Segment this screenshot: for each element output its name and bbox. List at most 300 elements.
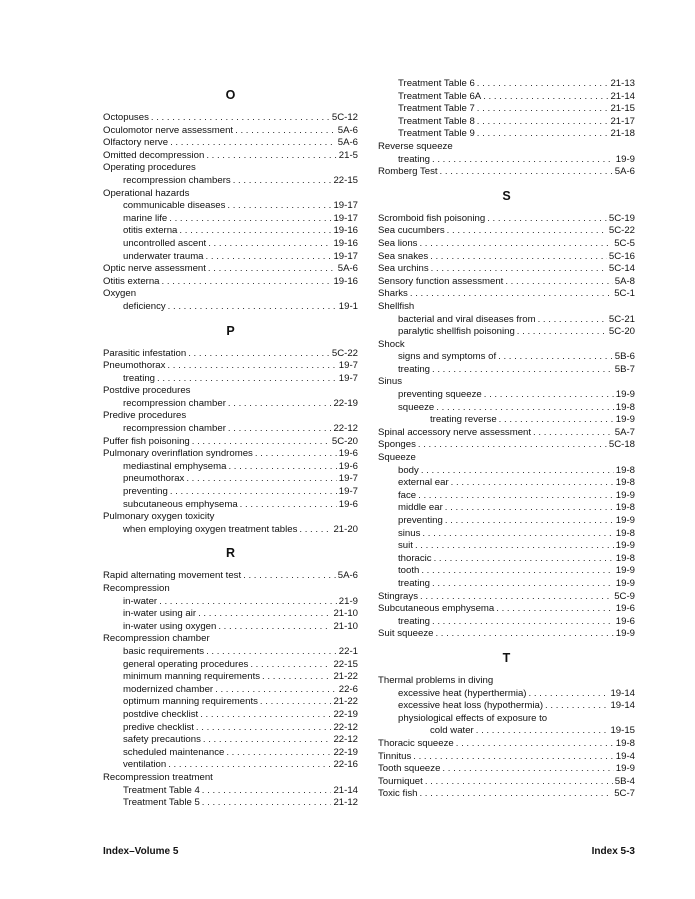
- dot-leader: [418, 490, 614, 503]
- index-entry-page: 5A-6: [337, 263, 358, 275]
- dot-leader: [432, 364, 613, 377]
- section-letter-heading: R: [225, 546, 236, 561]
- index-entry: [378, 116, 635, 129]
- index-entry-page: 5B-4: [614, 775, 635, 787]
- dot-leader: [430, 251, 607, 264]
- dot-leader: [260, 696, 332, 709]
- index-entry-label: ventilation: [123, 759, 167, 771]
- index-entry: [378, 402, 635, 415]
- index-entry: [103, 436, 358, 449]
- index-entry: [103, 747, 358, 760]
- dot-leader: [168, 759, 331, 772]
- index-entry: [103, 797, 358, 810]
- dot-leader: [299, 524, 331, 537]
- index-entry-page: 19-8: [615, 464, 635, 476]
- index-entry: [378, 788, 635, 801]
- index-entry: [378, 238, 635, 251]
- dot-leader: [517, 326, 607, 339]
- index-entry-label: minimum manning requirements: [123, 671, 261, 683]
- index-entry-page: 5A-8: [614, 275, 635, 287]
- index-entry: [103, 137, 358, 150]
- dot-leader: [228, 398, 332, 411]
- index-entry-page: 19-9: [615, 515, 635, 526]
- index-entry-label: Rapid alternating movement test: [103, 570, 242, 582]
- dot-leader: [440, 166, 613, 179]
- index-entry-page: 21-22: [333, 671, 358, 683]
- index-entry-label: Subcutaneous emphysema: [378, 603, 495, 615]
- index-entry-label: Oculomotor nerve assessment: [103, 124, 234, 136]
- index-entry-page: 5C-20: [608, 326, 635, 338]
- index-entry-label: Recompression: [103, 583, 170, 594]
- index-entry-label: Sponges: [378, 439, 416, 451]
- index-entry-page: 5C-5: [614, 237, 635, 249]
- index-entry-label: preventing: [123, 486, 168, 498]
- index-entry-page: 21-22: [333, 696, 358, 708]
- dot-leader: [418, 439, 607, 452]
- dot-leader: [255, 448, 337, 461]
- index-entry-label: preventing: [398, 515, 443, 526]
- dot-leader: [215, 684, 337, 697]
- index-entry-label: Oxygen: [103, 288, 137, 300]
- index-entry: [103, 473, 358, 486]
- index-entry: [103, 772, 358, 785]
- index-entry-page: 5C-22: [608, 225, 635, 237]
- index-entry: [378, 490, 635, 503]
- section-letter-heading: P: [226, 323, 235, 338]
- index-entry-page: 19-6: [615, 603, 635, 615]
- section-letter-heading: O: [225, 88, 236, 102]
- index-entry-page: 19-7: [338, 486, 358, 498]
- dot-leader: [243, 570, 336, 583]
- index-entry-label: Thermal problems in diving: [378, 674, 494, 686]
- index-entry: [103, 125, 358, 138]
- index-entry: [378, 763, 635, 776]
- index-entry-label: preventing squeeze: [398, 389, 482, 401]
- index-entry: [103, 583, 358, 596]
- index-entry: [378, 439, 635, 452]
- dot-leader: [445, 515, 614, 528]
- dot-leader: [545, 700, 608, 713]
- index-entry-page: 5C-9: [614, 590, 635, 602]
- dot-leader: [179, 225, 331, 238]
- index-entry-page: 21-17: [610, 115, 635, 127]
- dot-leader: [162, 276, 332, 289]
- dot-leader: [505, 276, 612, 289]
- index-entry-page: 22-16: [333, 759, 358, 771]
- dot-leader: [218, 621, 331, 634]
- index-entry-label: Sensory function assessment: [378, 275, 504, 287]
- index-entry-label: Olfactory nerve: [103, 137, 169, 149]
- dot-leader: [476, 725, 609, 738]
- index-entry: [103, 348, 358, 361]
- index-entry-label: Postdive procedures: [103, 385, 191, 397]
- index-entry-page: 19-6: [338, 460, 358, 472]
- dot-leader: [198, 608, 331, 621]
- index-entry: [378, 78, 635, 91]
- index-entry-label: Omitted decompression: [103, 149, 205, 161]
- dot-leader: [432, 578, 614, 591]
- index-entry-label: Treatment Table 9: [398, 128, 475, 140]
- index-entry-page: 21-12: [333, 797, 358, 809]
- index-entry-page: 19-17: [333, 212, 358, 224]
- index-entry: [378, 263, 635, 276]
- index-entry: [378, 414, 635, 427]
- index-entry-label: bacterial and viral diseases from: [398, 313, 536, 325]
- index-entry: [103, 112, 358, 125]
- dot-leader: [432, 616, 614, 629]
- dot-leader: [447, 225, 607, 238]
- index-entry: [378, 91, 635, 104]
- index-entry-page: 5C-22: [331, 347, 358, 359]
- index-entry-page: 19-9: [615, 565, 635, 577]
- dot-leader: [434, 553, 614, 566]
- index-entry: [378, 528, 635, 541]
- dot-leader: [445, 502, 614, 515]
- index-entry-page: 19-6: [615, 615, 635, 627]
- index-entry-label: tooth: [398, 565, 420, 577]
- index-entry-label: Thoracic squeeze: [378, 737, 454, 749]
- index-entry-page: 19-14: [610, 700, 635, 712]
- index-entry: [378, 376, 635, 389]
- dot-leader: [227, 200, 331, 213]
- index-entry-page: 19-8: [615, 527, 635, 539]
- index-entry-label: postdive checklist: [123, 708, 199, 720]
- index-entry-page: 19-9: [615, 628, 635, 640]
- dot-leader: [202, 797, 332, 810]
- index-entry-label: treating: [123, 372, 155, 384]
- index-entry: [103, 448, 358, 461]
- index-entry: [103, 398, 358, 411]
- index-entry-label: underwater trauma: [123, 250, 204, 262]
- index-entry-label: Shock: [378, 338, 405, 350]
- index-entry-label: physiological effects of exposure to: [398, 712, 548, 724]
- dot-leader: [157, 373, 337, 386]
- index-entry-label: Treatment Table 5: [123, 797, 200, 809]
- index-entry-page: 21-20: [333, 523, 358, 535]
- index-entry: [103, 225, 358, 238]
- index-entry-page: 5C-16: [608, 250, 635, 262]
- index-entry-label: Pulmonary overinflation syndromes: [103, 448, 253, 460]
- index-entry-page: 19-9: [615, 414, 635, 426]
- index-entry: [103, 596, 358, 609]
- dot-leader: [420, 591, 612, 604]
- index-entry: [103, 175, 358, 188]
- index-entry-page: 21-14: [333, 784, 358, 796]
- index-entry-label: Sharks: [378, 288, 408, 300]
- index-entry: [103, 570, 358, 583]
- index-entry-page: 19-17: [333, 200, 358, 212]
- index-entry-page: 19-4: [615, 750, 635, 762]
- index-entry: [103, 621, 358, 634]
- index-entry-label: squeeze: [398, 401, 435, 413]
- dot-leader: [496, 603, 614, 616]
- index-entry: [103, 684, 358, 697]
- dot-leader: [421, 465, 614, 478]
- index-entry: [378, 776, 635, 789]
- dot-leader: [422, 528, 613, 541]
- index-entry-label: paralytic shellfish poisoning: [398, 326, 515, 338]
- index-entry-page: 19-16: [333, 225, 358, 237]
- dot-leader: [436, 402, 614, 415]
- index-entry-page: 19-9: [615, 153, 635, 165]
- index-entry-page: 19-8: [615, 552, 635, 564]
- dot-leader: [262, 671, 331, 684]
- index-entry-label: Treatment Table 4: [123, 784, 200, 796]
- index-entry-page: 22-19: [333, 708, 358, 720]
- index-entry: [103, 288, 358, 301]
- index-entry-page: 22-1: [338, 645, 358, 657]
- index-entry-page: 21-10: [333, 608, 358, 620]
- dot-leader: [484, 389, 614, 402]
- dot-leader: [456, 738, 614, 751]
- dot-leader: [529, 688, 609, 701]
- index-entry-page: 19-9: [615, 540, 635, 552]
- index-entry-label: Treatment Table 6A: [398, 90, 482, 102]
- index-entry-page: 5C-20: [331, 435, 358, 447]
- dot-leader: [477, 78, 609, 91]
- index-entry: [103, 608, 358, 621]
- index-entry-label: treating: [398, 363, 430, 375]
- index-entry: [103, 646, 358, 659]
- index-entry: [103, 263, 358, 276]
- index-entry: [378, 465, 635, 478]
- index-entry-label: pneumothorax: [123, 473, 185, 485]
- index-entry: [103, 659, 358, 672]
- index-entry: [378, 351, 635, 364]
- index-entry-label: Tinnitus: [378, 750, 412, 762]
- index-entry-page: 22-19: [333, 746, 358, 758]
- index-entry-page: 5C-18: [608, 439, 635, 451]
- index-entry-label: Sea lions: [378, 237, 418, 249]
- dot-leader: [169, 213, 331, 226]
- dot-leader: [188, 348, 330, 361]
- dot-leader: [167, 360, 336, 373]
- index-entry: [378, 339, 635, 352]
- index-entry: [103, 499, 358, 512]
- index-entry: [103, 360, 358, 373]
- dot-leader: [432, 154, 614, 167]
- index-entry-label: Predive procedures: [103, 410, 187, 422]
- dot-leader: [477, 128, 609, 141]
- index-entry-label: uncontrolled ascent: [123, 237, 207, 249]
- index-entry-label: sinus: [398, 527, 421, 539]
- index-entry-label: Puffer fish poisoning: [103, 435, 190, 447]
- dot-leader: [415, 540, 614, 553]
- index-entry-label: Recompression treatment: [103, 771, 213, 783]
- index-entry: [378, 515, 635, 528]
- index-entry-page: 19-6: [338, 498, 358, 510]
- index-entry: [378, 540, 635, 553]
- index-entry-page: 5B-6: [614, 351, 635, 363]
- index-entry: [378, 578, 635, 591]
- index-entry-page: 19-16: [333, 237, 358, 249]
- index-entry-page: 19-14: [610, 687, 635, 699]
- index-entry-label: Squeeze: [378, 452, 416, 464]
- index-entry: [378, 738, 635, 751]
- dot-leader: [410, 288, 612, 301]
- index-entry: [378, 326, 635, 339]
- dot-leader: [533, 427, 613, 440]
- dot-leader: [200, 709, 331, 722]
- dot-leader: [228, 461, 336, 474]
- index-entry-label: recompression chambers: [123, 174, 231, 186]
- index-entry-label: thoracic: [398, 552, 432, 564]
- dot-leader: [425, 776, 613, 789]
- dot-leader: [208, 263, 336, 276]
- index-entry-label: Pneumothorax: [103, 360, 166, 372]
- index-entry: [378, 166, 635, 179]
- index-entry: [103, 709, 358, 722]
- index-entry-page: 19-9: [615, 489, 635, 501]
- index-entry-page: 21-15: [610, 103, 635, 115]
- index-entry: [103, 301, 358, 314]
- index-entry: [378, 713, 635, 726]
- index-entry-label: Operational hazards: [103, 187, 190, 199]
- index-entry: [378, 389, 635, 402]
- dot-leader: [168, 301, 337, 314]
- index-entry-label: treating: [398, 577, 430, 589]
- section-letter-heading: T: [502, 650, 511, 665]
- index-entry-label: external ear: [398, 477, 449, 489]
- dot-leader: [202, 785, 332, 798]
- index-entry-label: signs and symptoms of: [398, 351, 497, 363]
- index-entry: [103, 200, 358, 213]
- index-entry-label: general operating procedures: [123, 658, 249, 670]
- index-entry: [103, 696, 358, 709]
- index-entry: [378, 591, 635, 604]
- index-entry-label: Reverse squeeze: [378, 140, 453, 152]
- index-entry-page: 19-7: [338, 372, 358, 384]
- index-entry-label: marine life: [123, 212, 168, 224]
- index-entry-page: 21-13: [610, 78, 635, 89]
- index-entry-label: Parasitic infestation: [103, 347, 187, 359]
- index-entry-page: 22-12: [333, 423, 358, 435]
- index-entry-label: optimum manning requirements: [123, 696, 258, 708]
- index-entry-page: 5C-1: [614, 288, 635, 300]
- index-entry-label: when employing oxygen treatment tables: [123, 523, 298, 535]
- index-entry-page: 5A-6: [337, 137, 358, 149]
- index-entry-label: Suit squeeze: [378, 628, 434, 640]
- index-entry-page: 19-17: [333, 250, 358, 262]
- index-entry: [378, 154, 635, 167]
- index-entry: [378, 477, 635, 490]
- index-entry: [378, 251, 635, 264]
- index-entry-label: Operating procedures: [103, 162, 196, 174]
- index-entry-label: Spinal accessory nerve assessment: [378, 426, 532, 438]
- dot-leader: [451, 477, 614, 490]
- dot-leader: [250, 659, 331, 672]
- index-entry-page: 22-6: [338, 683, 358, 695]
- index-entry: [103, 188, 358, 201]
- index-entry-page: 5A-6: [614, 166, 635, 178]
- index-entry-page: 19-9: [615, 577, 635, 589]
- footer-volume-label: Index–Volume 5: [103, 846, 179, 857]
- index-entry: [103, 410, 358, 423]
- dot-leader: [442, 763, 613, 776]
- index-entry-page: 22-19: [333, 397, 358, 409]
- footer-page-number: Index 5-3: [591, 846, 635, 857]
- index-entry: [103, 734, 358, 747]
- index-entry-page: 22-12: [333, 721, 358, 733]
- index-entry: [103, 486, 358, 499]
- index-entry: [378, 616, 635, 629]
- index-entry-label: Sea urchins: [378, 263, 429, 275]
- dot-leader: [538, 314, 607, 327]
- index-entry-page: 19-7: [338, 360, 358, 372]
- dot-leader: [226, 747, 331, 760]
- index-entry-page: 5C-12: [331, 112, 358, 123]
- index-entry: [103, 633, 358, 646]
- index-entry: [103, 671, 358, 684]
- index-entry-label: Optic nerve assessment: [103, 263, 206, 275]
- dot-leader: [498, 351, 613, 364]
- index-entry: [103, 276, 358, 289]
- index-entry-label: Sea snakes: [378, 250, 429, 262]
- index-entry-label: modernized chamber: [123, 683, 214, 695]
- index-column-left: [103, 78, 358, 810]
- dot-leader: [208, 238, 331, 251]
- index-entry-label: in-water using oxygen: [123, 620, 217, 632]
- section-letter-heading: S: [502, 188, 511, 203]
- index-entry-label: cold water: [430, 725, 474, 737]
- index-entry-label: in-water using air: [123, 608, 197, 620]
- dot-leader: [240, 499, 337, 512]
- index-entry-label: predive checklist: [123, 721, 194, 733]
- index-entry-label: body: [398, 464, 419, 476]
- index-entry: [103, 423, 358, 436]
- index-entry: [378, 553, 635, 566]
- index-column-right: [378, 78, 635, 801]
- dot-leader: [203, 734, 332, 747]
- index-entry-label: Treatment Table 6: [398, 78, 475, 89]
- index-entry-page: 5C-14: [608, 263, 635, 275]
- index-entry-label: Romberg Test: [378, 166, 438, 178]
- index-entry-page: 5C-19: [608, 212, 635, 224]
- index-entry: [103, 150, 358, 163]
- index-entry: [103, 238, 358, 251]
- index-entry-label: middle ear: [398, 502, 443, 514]
- index-entry-label: subcutaneous emphysema: [123, 498, 238, 510]
- index-entry-label: treating: [398, 153, 430, 165]
- index-entry: [103, 373, 358, 386]
- index-entry-label: Sinus: [378, 376, 402, 388]
- index-entry: [103, 251, 358, 264]
- index-entry-label: basic requirements: [123, 645, 205, 657]
- index-entry-page: 19-8: [615, 502, 635, 514]
- index-entry-page: 19-8: [615, 477, 635, 489]
- index-entry-label: communicable diseases: [123, 200, 226, 212]
- index-entry-page: 21-10: [333, 620, 358, 632]
- index-entry: [378, 213, 635, 226]
- index-entry-label: Treatment Table 8: [398, 115, 475, 127]
- index-entry: [103, 162, 358, 175]
- index-entry: [378, 725, 635, 738]
- index-entry-label: Toxic fish: [378, 788, 418, 800]
- dot-leader: [419, 788, 612, 801]
- dot-leader: [206, 646, 337, 659]
- index-entry: [378, 700, 635, 713]
- index-entry: [103, 385, 358, 398]
- index-entry-page: 19-1: [338, 300, 358, 312]
- index-entry-label: treating: [398, 615, 430, 627]
- index-entry: [378, 565, 635, 578]
- index-entry: [103, 213, 358, 226]
- dot-leader: [233, 175, 332, 188]
- dot-leader: [477, 116, 609, 129]
- index-entry: [378, 675, 635, 688]
- index-entry-label: Recompression chamber: [103, 633, 210, 645]
- index-entry: [378, 628, 635, 641]
